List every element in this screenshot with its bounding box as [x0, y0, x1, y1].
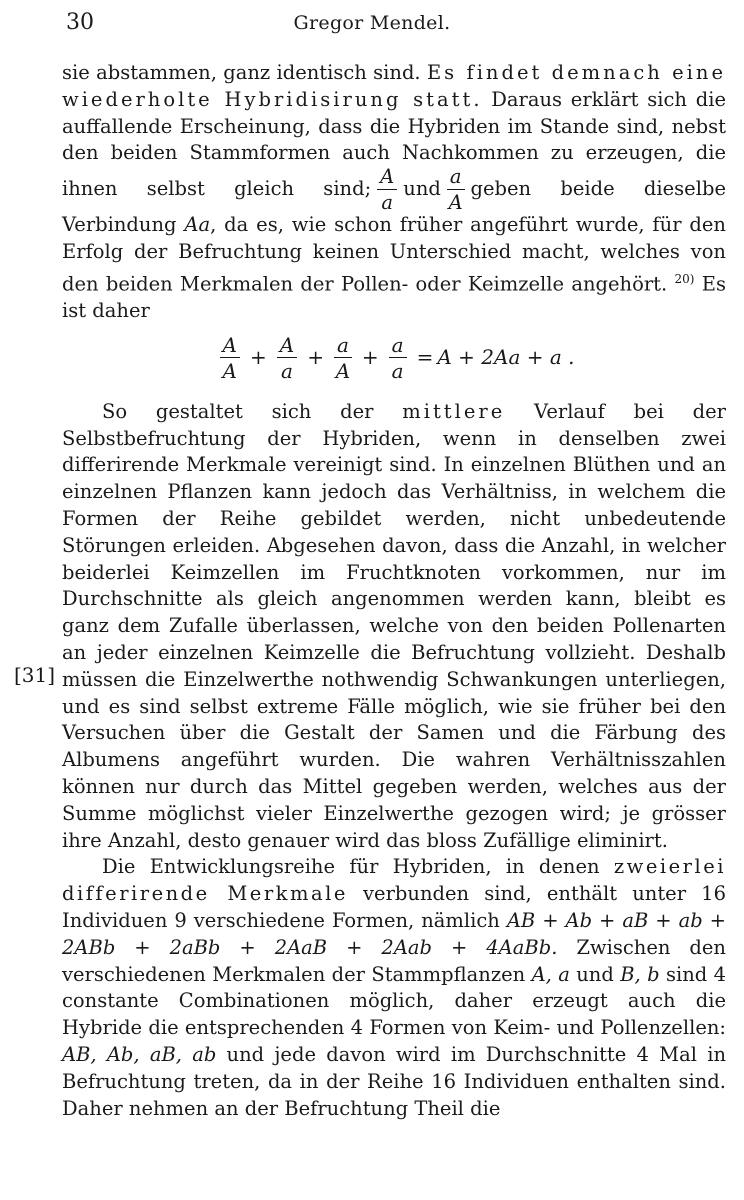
- text-run: und jede davon wird im Durchschnitte 4 Mal in Befruchtung treten, da in der Reihe 16 Individuen enthalten sind. Daher nehmen an der Befruchtung Theil die: [62, 1043, 726, 1120]
- formula: [62, 327, 726, 387]
- fraction-a-over-a-2: [447, 167, 465, 212]
- fraction-numerator: a: [447, 167, 465, 190]
- italic-symbol: Aa: [184, 213, 211, 237]
- text-run: Daraus erklärt sich die auffallende Erscheinung, dass die Hybriden im Stande sind, nebst den beiden Stammformen auch Nachkommen zu erzeugen, die ihnen selbst gleich sind;: [62, 87, 726, 201]
- paragraph-3: [62, 854, 726, 1122]
- text-run: So gestaltet sich der: [102, 399, 403, 423]
- formula-fraction: [389, 333, 407, 384]
- text-run: und: [569, 962, 621, 986]
- text-run: Die Entwicklungsreihe für Hybriden, in denen: [102, 855, 614, 879]
- text-run: Verlauf bei der Selbstbefruchtung der Hybriden, wenn in denselben zwei differirende Merkmale vereinigt sind. In einzelnen Blüthen und an einzelnen Pflanzen kann jedoch das Verhältniss, in welchem die Formen der Reihe gebildet werden, nicht unbedeutende Störungen erleiden. Abgesehen davon, dass die Anzahl, in welcher beiderlei Keimzellen im Fruchtknoten vorkommen, nur im Durchschnitte als gleich angenommen werden kann, bleibt es ganz dem Zufalle überlassen, welche von den beiden Pollenarten an jeder einzelnen Keimzelle die Befruchtung vollzieht. Deshalb müssen die Einzelwerthe nothwendig Schwankungen unterliegen, und es sind selbst extreme Fälle möglich, wie sie früher bei den Versuchen über die Gestalt der Samen und die Färbung des Albumens angeführt wurden. Die wahren Verhältnisszahlen können nur durch das Mittel gegeben werden, welches aus der Summe möglichst vieler Einzelwerthe gezogen wird; je grösser ihre Anzahl, desto genauer wird das bloss Zufällige eliminirt.: [62, 399, 726, 852]
- emphasized-text: mittlere: [402, 399, 506, 423]
- plus-sign: +: [249, 344, 267, 369]
- fraction-numerator: a: [389, 335, 407, 358]
- italic-formula: AB + Ab + aB + ab + 2ABb + 2aBb + 2AaB + 2Aab + 4AaBb.: [62, 909, 726, 959]
- running-head: Gregor Mendel.: [293, 12, 451, 34]
- italic-symbol: AB, Ab, aB, ab: [62, 1043, 217, 1066]
- text-run: , da es, wie schon früher angeführt wurde, für den Erfolg der Befruchtung keinen Unterschied macht, welches von den beiden Merkmalen der Pollen- oder Keimzelle angehört.: [62, 213, 726, 296]
- page-number: 30: [66, 10, 94, 35]
- fraction-numerator: A: [277, 335, 297, 358]
- italic-symbol: B, b: [620, 962, 660, 986]
- text-run: geben beide dieselbe Verbindung: [62, 177, 726, 237]
- fraction-denominator: a: [381, 190, 394, 214]
- text-run: Es ist daher: [62, 272, 726, 323]
- equals-sign: =: [416, 344, 434, 369]
- plus-sign: +: [307, 344, 324, 369]
- formula-fraction: [220, 333, 240, 384]
- fraction-numerator: A: [220, 335, 240, 358]
- fraction-denominator: A: [335, 359, 351, 384]
- fraction-denominator: A: [222, 359, 237, 384]
- text-run: verbunden sind, enthält unter 16 Individuen 9 verschiedene Formen, nämlich: [62, 882, 726, 933]
- fraction-denominator: a: [391, 359, 404, 384]
- emphasized-text: zweierlei differirende Merkmale: [62, 855, 726, 906]
- body-text: [62, 60, 726, 1122]
- italic-symbol: A, a: [531, 962, 570, 986]
- paragraph-2: [62, 399, 726, 855]
- fraction-denominator: a: [280, 359, 293, 384]
- margin-page-marker: [31]: [14, 663, 56, 687]
- fraction-numerator: A: [377, 167, 397, 190]
- formula-result: A + 2Aa + a .: [437, 344, 575, 369]
- fraction-denominator: A: [448, 190, 463, 214]
- fraction-a-over-a: [377, 167, 397, 212]
- text-run: sind 4 constante Combinationen möglich, daher erzeugt auch die Hybride die entsprechenden 4 Formen von Keim- und Pollenzellen:: [62, 962, 727, 1040]
- text-run: und: [403, 177, 441, 201]
- footnote-marker: 20): [674, 271, 695, 286]
- text-run: sie abstammen, ganz identisch sind.: [62, 61, 427, 84]
- text-run: Zwischen den verschiedenen Merkmalen der Stammpflanzen: [62, 935, 726, 986]
- emphasized-text: Es findet demnach eine wiederholte Hybridisirung statt.: [62, 61, 726, 111]
- formula-fraction: [277, 333, 297, 384]
- fraction-numerator: a: [334, 335, 352, 358]
- paragraph-1: [62, 60, 726, 325]
- plus-sign: +: [361, 344, 379, 369]
- formula-fraction: [334, 333, 352, 384]
